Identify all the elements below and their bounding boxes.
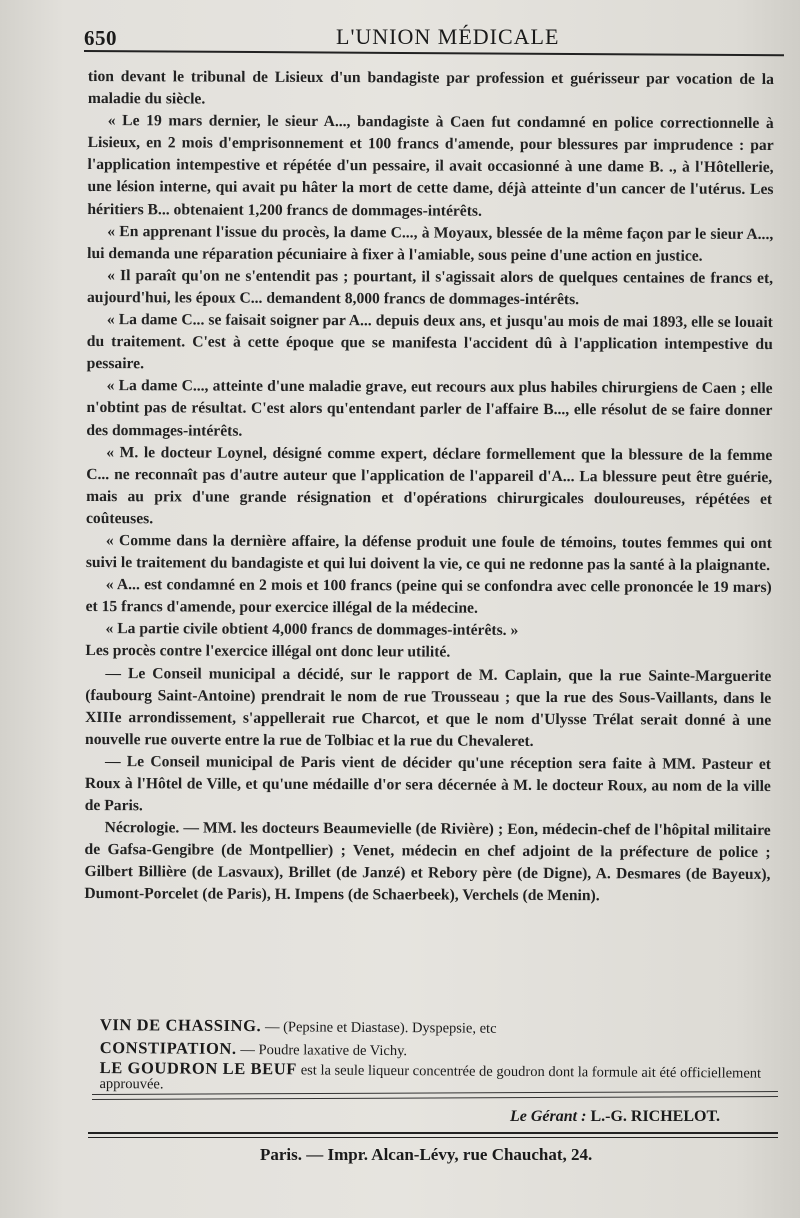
paragraph: Les procès contre l'exercice illégal ont donc leur utilité. bbox=[85, 642, 451, 662]
necrology-paragraph: Nécrologie. — MM. les docteurs Beaumevielle (de Rivière) ; Eon, médecin-chef de l'hôpital militaire de Gafsa-Gengibre (de Montpellier) ; Venet, médecin en chef adjoint de la préfecture de police ; Gilbert Billière (de Lasvaux), Brillet (de Janzé) et Rebory père (de Digne), A. Desmares (de Bayeux), Dumont-Porcelet (de Paris), H. Impens (de Schaerbeek), Verchels (de Menin). bbox=[84, 819, 771, 905]
ad-text: est la seule liqueur concentrée de goudron dont la formule ait été officiellement approuvée. bbox=[99, 1062, 762, 1093]
paragraph: — Le Conseil municipal de Paris vient de décider qu'une réception sera faite à MM. Pasteur et Roux à l'Hôtel de Ville, et qu'une médaille d'or sera décernée à M. le docteur Roux, au nom de la ville de Paris. bbox=[84, 752, 771, 815]
paragraph: « Comme dans la dernière affaire, la défense produit une foule de témoins, toutes femmes qui ont suivi le traitement du bandagiste et qui lui doivent la vie, ce qui ne redonne pas la santé à la plaignante. bbox=[85, 532, 772, 575]
running-title: L'UNION MÉDICALE bbox=[336, 24, 560, 49]
paragraph: — Le Conseil municipal a décidé, sur le rapport de M. Caplain, que la rue Sainte-Marguerite (faubourg Saint-Antoine) prendrait le nom de rue Trousseau ; que la rue des Sous-Vaillants, dans le XIIIe arrondissement, s'appellerait rue Charcot, et que le nom d'Ulysse Trélat serait donné à une nouvelle rue ouverte entre la rue de Tolbiac et la rue du Chevaleret. bbox=[85, 664, 772, 750]
ad-head: CONSTIPATION. bbox=[99, 1037, 237, 1058]
paragraph: tion devant le tribunal de Lisieux d'un bandagiste par profession et guérisseur par vocation de la maladie du siècle. bbox=[87, 67, 774, 108]
paragraph: « Il paraît qu'on ne s'entendit pas ; pourtant, il s'agissait alors de quelques centaines de francs et, aujourd'hui, les époux C... demandent 8,000 francs de dommages-intérêts. bbox=[86, 266, 774, 309]
ad-head: LE GOUDRON LE BEUF bbox=[99, 1057, 298, 1079]
paragraph: « Le 19 mars dernier, le sieur A..., bandagiste à Caen fut condamné en police correctionnelle à Lisieux, en 2 mois d'emprisonnement et 100 francs d'amende, pour blessures par imprudence : par l'application intempestive et répétée d'un pessaire, il avait occasionné à une dame B. ., à l'Hôtellerie, une lésion interne, qui avait pu hâter la mort de cette dame, déjà atteinte d'un cancer de l'utérus. Les héritiers B... obtenaient 1,200 francs de dommages-intérêts. bbox=[87, 112, 774, 220]
paragraph: « La dame C..., atteinte d'une maladie grave, eut recours aux plus habiles chirurgiens de Caen ; elle n'obtint pas de résultat. C'est alors qu'entendant parler de l'affaire B..., elle résolut de se faire donner des dommages-intérêts. bbox=[86, 377, 773, 440]
page-number: 650 bbox=[84, 26, 117, 50]
gerant-label: Le Gérant : bbox=[510, 1108, 587, 1125]
divider-rule bbox=[88, 1137, 778, 1138]
ad-head: VIN DE CHASSING. bbox=[99, 1015, 262, 1036]
gerant-name: L.-G. RICHELOT. bbox=[590, 1108, 720, 1125]
paragraph: « En apprenant l'issue du procès, la dame C..., à Moyaux, blessée de la même façon par le sieur A..., lui demanda une réparation pécuniaire à fixer à l'amiable, sous peine d'une action en justice. bbox=[87, 222, 774, 265]
paragraph: « La dame C... se faisait soigner par A... depuis deux ans, et jusqu'au mois de mai 1893, elle se louait du traitement. C'est à cette époque que se manifesta l'accident dû à l'application intempestive du pessaire. bbox=[86, 311, 773, 373]
page-header bbox=[84, 22, 764, 52]
printer-imprint: Paris. — Impr. Alcan-Lévy, rue Chauchat, 24. bbox=[260, 1145, 593, 1164]
article-body bbox=[84, 66, 774, 909]
paragraph: « A... est condamné en 2 mois et 100 francs (peine qui se confondra avec celle prononcée le 19 mars) et 15 francs d'amende, pour exercice illégal de la médecine. bbox=[85, 576, 772, 617]
divider-rule bbox=[88, 1132, 778, 1134]
divider-rule bbox=[92, 1096, 778, 1100]
paragraph: « La partie civile obtient 4,000 francs de dommages-intérêts. » bbox=[105, 620, 519, 640]
paragraph: « M. le docteur Loynel, désigné comme expert, déclare formellement que la blessure de la femme C... ne reconnaît pas d'autre auteur que l'application de l'appareil d'A... La blessure peut être guérie, mais au prix d'une grande résignation et d'opérations chirurgicales douloureuses, répétées et coûteuses. bbox=[85, 443, 773, 528]
ad-text: — Poudre laxative de Vichy. bbox=[240, 1041, 408, 1060]
advertisements bbox=[99, 1014, 780, 1097]
gerant-signature bbox=[510, 1108, 720, 1126]
ad-text: — (Pepsine et Diastase). Dyspepsie, etc bbox=[264, 1019, 497, 1037]
